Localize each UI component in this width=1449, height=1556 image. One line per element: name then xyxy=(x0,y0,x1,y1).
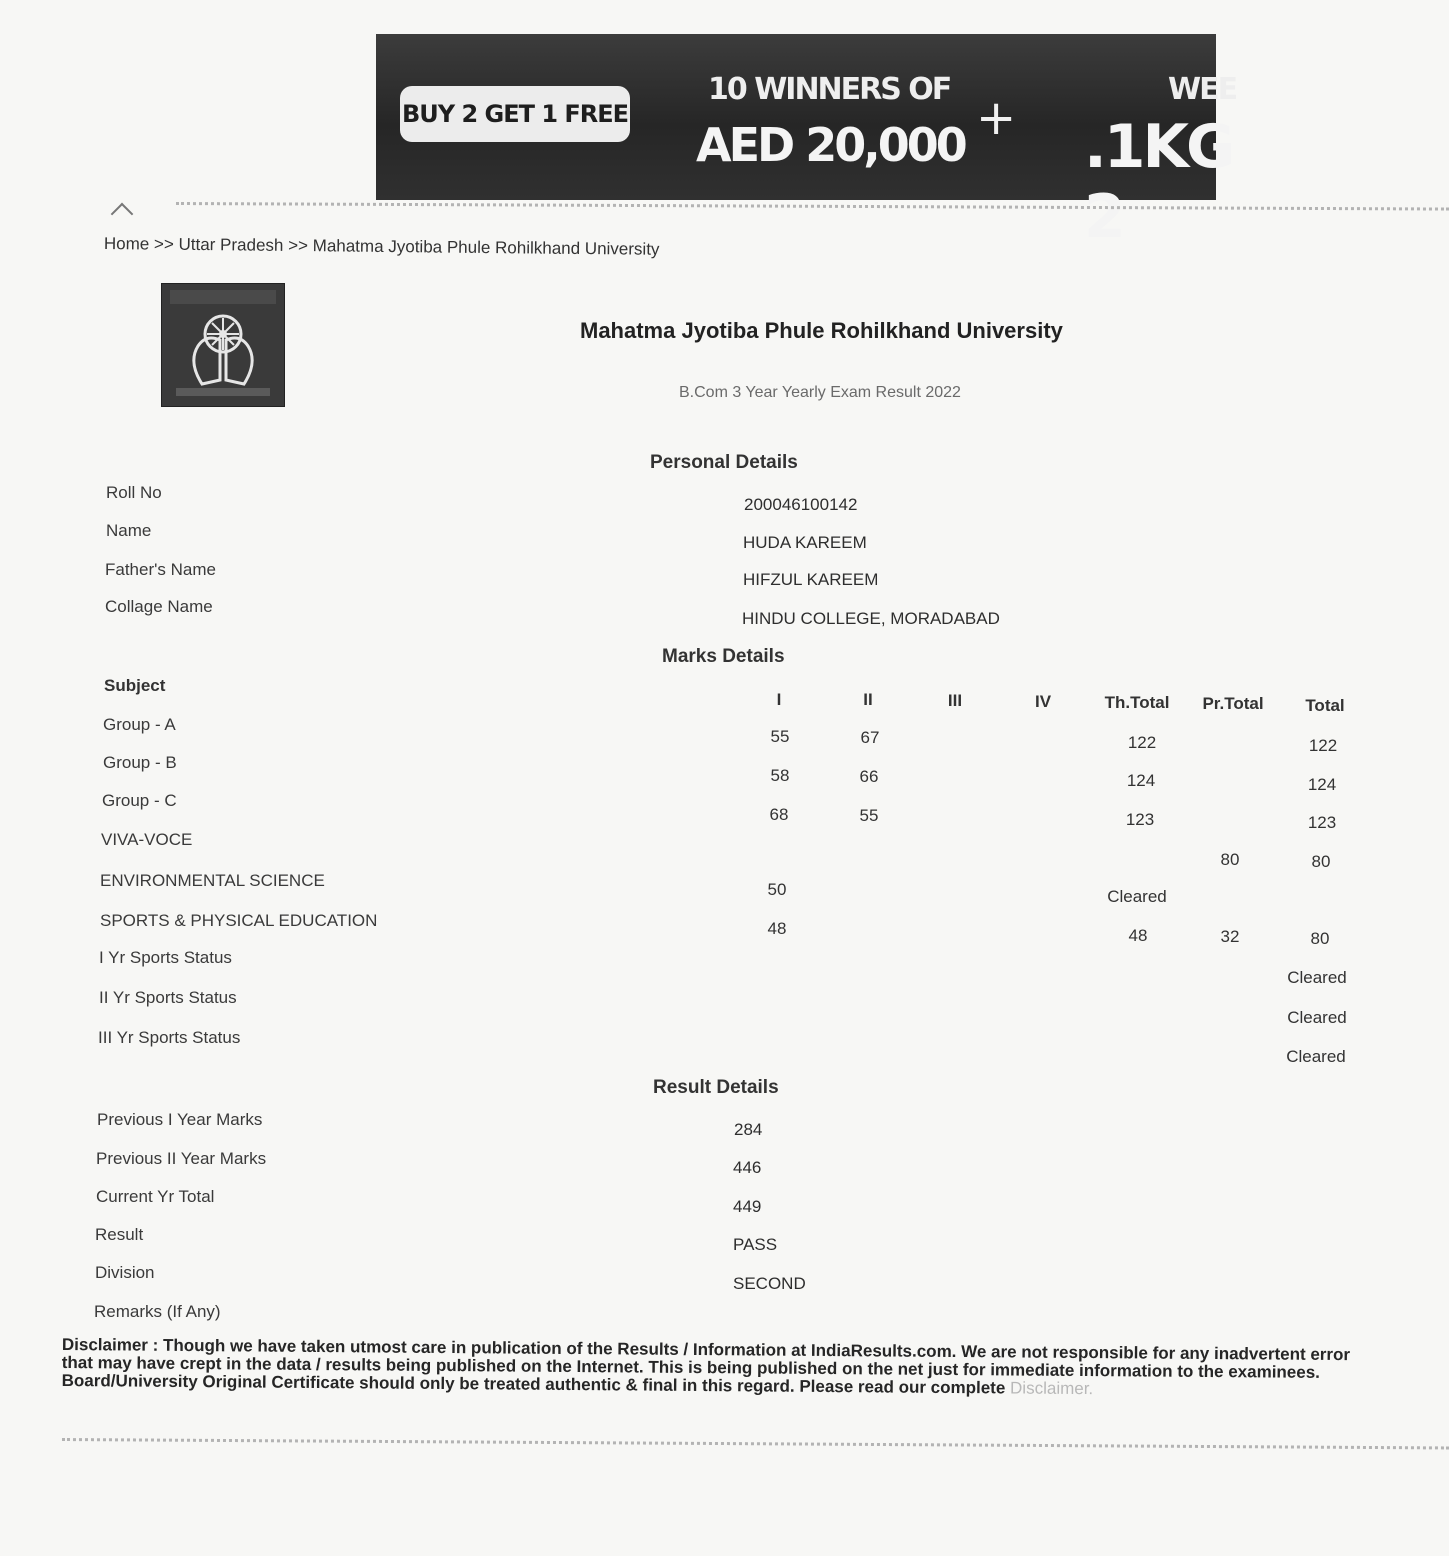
father-name-value: HIFZUL KAREEM xyxy=(743,570,879,589)
top-divider xyxy=(176,202,1449,211)
marks-details-heading: Marks Details xyxy=(662,646,785,667)
column-header-pr-total: Pr.Total xyxy=(1202,694,1264,713)
university-title: Mahatma Jyotiba Phule Rohilkhand University xyxy=(580,318,1063,343)
marks-cell: 80 xyxy=(1311,852,1331,871)
subject-label: I Yr Sports Status xyxy=(99,948,232,967)
subject-label: Group - B xyxy=(103,753,177,772)
marks-cell: Cleared xyxy=(1286,1047,1346,1066)
roll-no-value: 200046100142 xyxy=(744,495,858,514)
subject-label: III Yr Sports Status xyxy=(98,1028,241,1047)
subject-column-header: Subject xyxy=(104,676,166,695)
banner-right-big-text: .1KG 2 xyxy=(1084,112,1233,252)
division-label: Division xyxy=(95,1263,155,1282)
chevron-up-icon[interactable] xyxy=(111,203,134,226)
current-year-total-label: Current Yr Total xyxy=(96,1187,215,1206)
subject-label: ENVIRONMENTAL SCIENCE xyxy=(100,871,325,890)
banner-offer: BUY 2 GET 1 FREE xyxy=(400,86,630,142)
prev-year2-marks-value: 446 xyxy=(733,1158,762,1177)
father-name-label: Father's Name xyxy=(105,560,216,579)
marks-cell: Cleared xyxy=(1287,968,1347,987)
marks-cell: 123 xyxy=(1125,810,1155,829)
prev-year1-marks-label: Previous I Year Marks xyxy=(97,1110,263,1129)
marks-cell: 67 xyxy=(860,728,880,747)
current-year-total-value: 449 xyxy=(733,1197,762,1216)
marks-cell: 48 xyxy=(1128,926,1148,945)
subject-label: Group - A xyxy=(103,715,176,734)
personal-details-heading: Personal Details xyxy=(650,452,798,473)
subject-label: II Yr Sports Status xyxy=(99,988,237,1007)
column-header-i: I xyxy=(776,690,782,709)
marks-cell: 124 xyxy=(1307,775,1337,794)
disclaimer-link[interactable]: Disclaimer. xyxy=(1009,1378,1094,1399)
banner-right-top-text: WEE xyxy=(1168,72,1237,107)
marks-cell: 58 xyxy=(770,766,790,785)
marks-cell: 122 xyxy=(1308,736,1338,755)
marks-cell: 68 xyxy=(769,805,789,824)
breadcrumb[interactable]: Home >> Uttar Pradesh >> Mahatma Jyotiba Phule Rohilkhand University xyxy=(103,234,660,259)
disclaimer-body: Disclaimer : Though we have taken utmost care in publication of the Results / Information at IndiaResults.com. We are not responsible for any inadvertent error that may have crept in the data / results being published on the Internet. This is being published on the net just for immediate information to the examinees. Board/University Original Certificate should only be treated authentic & final in this regard. Please read our complete xyxy=(61,1335,1351,1398)
college-name-label: Collage Name xyxy=(105,597,213,616)
banner-plus-sign: + xyxy=(976,90,1017,146)
result-label: Result xyxy=(95,1225,144,1244)
prev-year1-marks-value: 284 xyxy=(734,1120,763,1139)
subject-label: Group - C xyxy=(102,791,177,810)
column-header-iv: IV xyxy=(1034,692,1052,711)
bottom-divider xyxy=(62,1438,1449,1449)
marks-cell: 124 xyxy=(1126,771,1156,790)
advertisement-banner[interactable] xyxy=(376,34,1237,252)
marks-cell: 55 xyxy=(859,806,879,825)
marks-cell: 66 xyxy=(859,767,879,786)
disclaimer-text xyxy=(62,1336,1362,1400)
banner-amount-text: AED 20,000 xyxy=(696,118,965,172)
division-value: SECOND xyxy=(733,1274,806,1293)
subject-label: VIVA-VOCE xyxy=(101,830,193,849)
roll-no-label: Roll No xyxy=(106,483,162,502)
college-name-value: HINDU COLLEGE, MORADABAD xyxy=(742,609,1000,628)
prev-year2-marks-label: Previous II Year Marks xyxy=(96,1149,267,1168)
exam-title: B.Com 3 Year Yearly Exam Result 2022 xyxy=(679,384,961,401)
marks-cell: 123 xyxy=(1307,813,1337,832)
marks-cell: 32 xyxy=(1220,927,1240,946)
marks-cell: 48 xyxy=(767,919,787,938)
name-value: HUDA KAREEM xyxy=(743,533,867,552)
marks-cell: 80 xyxy=(1220,850,1240,869)
column-header-total: Total xyxy=(1305,696,1345,715)
marks-cell: 122 xyxy=(1127,733,1157,752)
name-label: Name xyxy=(106,521,152,540)
subject-label: SPORTS & PHYSICAL EDUCATION xyxy=(100,911,378,930)
result-value: PASS xyxy=(733,1235,778,1254)
column-header-iii: III xyxy=(947,691,963,710)
marks-cell: 80 xyxy=(1310,929,1330,948)
remarks-label: Remarks (If Any) xyxy=(94,1302,221,1321)
result-details-heading: Result Details xyxy=(653,1077,779,1098)
column-header-ii: II xyxy=(863,690,873,709)
marks-cell: Cleared xyxy=(1107,887,1167,906)
marks-cell: 50 xyxy=(767,880,787,899)
marks-cell: 55 xyxy=(770,727,790,746)
university-logo xyxy=(161,283,285,407)
marks-cell: Cleared xyxy=(1287,1008,1347,1027)
banner-winners-text: 10 WINNERS OF xyxy=(708,72,951,107)
column-header-th-total: Th.Total xyxy=(1104,693,1170,712)
